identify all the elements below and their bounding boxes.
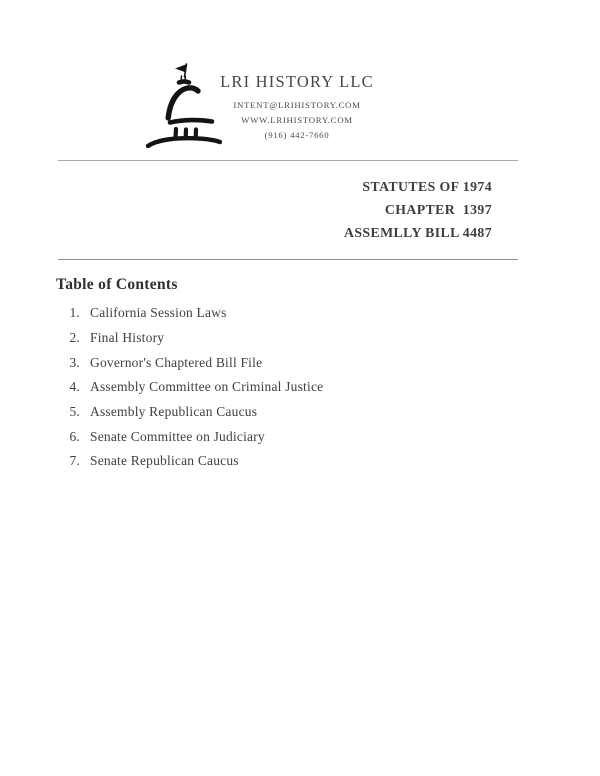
company-name: LRI HISTORY LLC [220, 72, 374, 91]
letterhead [177, 72, 417, 143]
toc-item [57, 424, 323, 449]
chapter-line: CHAPTER 1397 [384, 202, 492, 217]
toc-item-label: Assembly Republican Caucus [90, 403, 258, 419]
company-website: WWW.LRIHISTORY.COM [241, 115, 353, 125]
toc-item-label: Senate Republican Caucus [90, 453, 239, 469]
toc-item-number: 3. [69, 354, 80, 370]
contact-block [177, 98, 417, 143]
company-phone: (916) 442-7660 [264, 130, 330, 140]
statutes-line: STATUTES OF 1974 [362, 179, 492, 194]
toc-item-number: 1. [69, 305, 80, 321]
toc-item-label: Governor's Chaptered Bill File [90, 354, 263, 370]
bill-reference-block [344, 175, 492, 244]
assembly-bill-line: ASSEMLLY BILL 4487 [343, 225, 492, 240]
toc-item-label: Assembly Committee on Criminal Justice [90, 379, 324, 395]
divider-top [58, 160, 518, 161]
toc-item [57, 400, 323, 425]
toc-item-label: Final History [90, 329, 165, 345]
toc-item [57, 326, 323, 351]
toc-item-label: California Session Laws [90, 305, 227, 321]
toc-heading: Table of Contents [56, 276, 178, 293]
toc-item [57, 449, 323, 474]
toc-item-number: 5. [69, 403, 80, 419]
toc-item-number: 7. [69, 453, 80, 469]
toc-item-number: 6. [69, 428, 80, 444]
toc-item [57, 301, 323, 326]
company-email: INTENT@LRIHISTORY.COM [233, 100, 361, 110]
toc-item [57, 350, 323, 375]
divider-bottom [58, 259, 518, 260]
toc-item-number: 4. [69, 379, 80, 395]
toc-item [57, 375, 323, 400]
toc-item-number: 2. [69, 329, 80, 345]
toc-list [57, 301, 323, 474]
toc-item-label: Senate Committee on Judiciary [90, 428, 265, 444]
